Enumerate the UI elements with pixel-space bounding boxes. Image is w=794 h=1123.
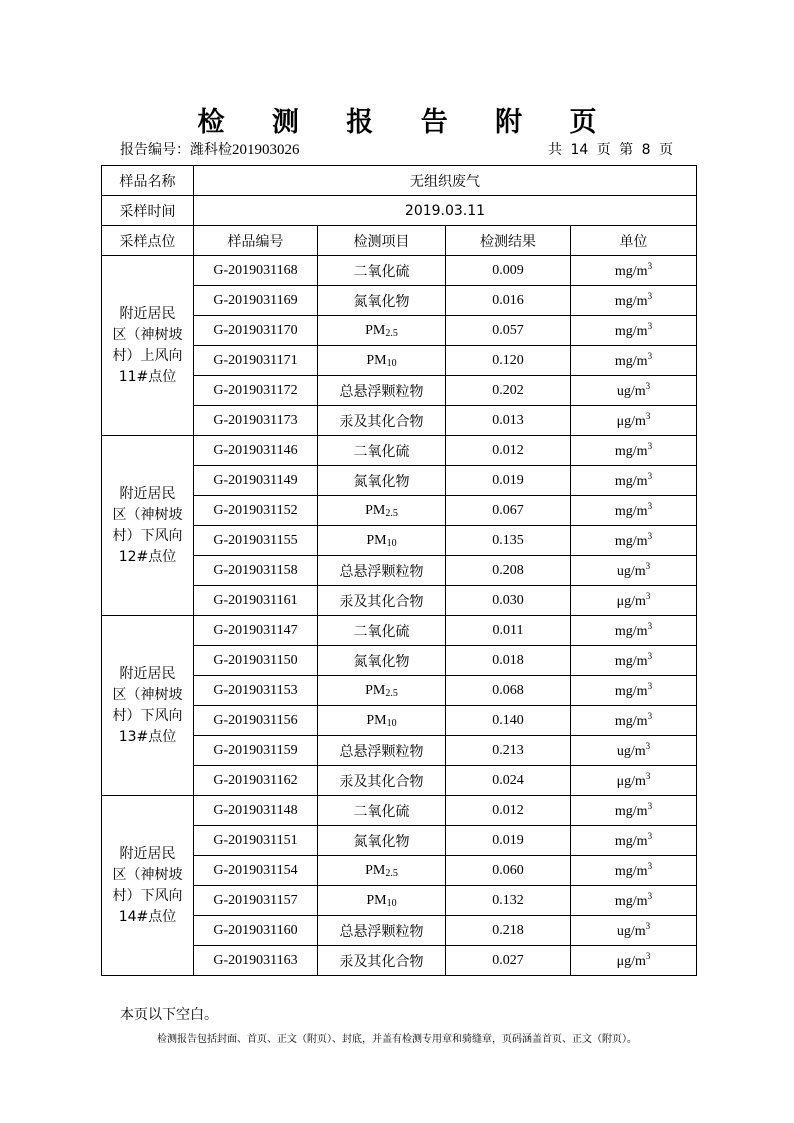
sample-id: G-2019031170 [194,316,318,346]
sample-id: G-2019031148 [194,796,318,826]
unit-base: mg/m [614,444,648,459]
test-item [318,886,446,916]
item-main: 氮氧化物 [353,473,410,490]
unit-superscript: 3 [647,681,653,691]
unit-superscript: 3 [647,261,653,271]
sampling-location [102,256,194,436]
sampling-location-line: 附近居民 [119,485,176,502]
test-item [318,286,446,316]
sample-id: G-2019031155 [194,526,318,556]
unit [571,556,697,586]
item-subscript: 10 [386,717,397,729]
report-number-label: 报告编号：潍科检 [120,142,232,158]
unit-base: ug/m [616,384,646,399]
test-result: 0.012 [446,796,571,826]
item-main: 氮氧化物 [353,653,410,670]
test-item [318,436,446,466]
test-item [318,556,446,586]
unit-base: mg/m [614,624,648,639]
test-result: 0.060 [446,856,571,886]
unit [571,496,697,526]
sampling-location-line: 附近居民 [119,845,176,862]
unit-base: mg/m [614,534,648,549]
unit-base: μg/m [616,774,646,789]
unit [571,436,697,466]
sample-id: G-2019031161 [194,586,318,616]
item-main: 二氧化硫 [353,623,410,640]
page-info: 共 14 页 第 8 页 [548,142,673,158]
test-result: 0.018 [446,646,571,676]
sample-id: G-2019031169 [194,286,318,316]
test-result: 0.011 [446,616,571,646]
test-item [318,946,446,976]
test-result: 0.030 [446,586,571,616]
test-result: 0.202 [446,376,571,406]
item-main: 汞及其化合物 [339,773,424,790]
sample-id: G-2019031147 [194,616,318,646]
test-result: 0.218 [446,916,571,946]
item-subscript: 2.5 [385,687,398,699]
item-main: 总悬浮颗粒物 [339,563,424,580]
test-item [318,736,446,766]
sample-id: G-2019031152 [194,496,318,526]
unit [571,316,697,346]
test-result: 0.135 [446,526,571,556]
unit-base: mg/m [614,684,648,699]
sampling-time-value: 2019.03.11 [194,196,697,226]
unit-base: ug/m [616,564,646,579]
table-row [102,436,697,466]
sampling-location-line: 村）下风向 [112,887,183,904]
test-item [318,406,446,436]
sampling-time-label: 采样时间 [102,196,194,226]
unit [571,376,697,406]
sample-id: G-2019031153 [194,676,318,706]
unit [571,346,697,376]
unit-base: mg/m [614,324,648,339]
unit [571,466,697,496]
sampling-location-line: 13#点位 [118,728,177,745]
unit [571,706,697,736]
page-title: 检 测 报 告 附 页 [197,107,616,138]
test-item [318,346,446,376]
test-result: 0.009 [446,256,571,286]
item-main: 汞及其化合物 [339,953,424,970]
sample-id: G-2019031168 [194,256,318,286]
unit-superscript: 3 [645,921,651,931]
item-main: 二氧化硫 [353,263,410,280]
unit-superscript: 3 [647,531,653,541]
sampling-location-line: 14#点位 [118,908,177,925]
unit-superscript: 3 [647,831,653,841]
unit [571,886,697,916]
unit-base: μg/m [616,954,646,969]
sampling-location-line: 区（神树坡 [112,326,183,343]
test-item [318,676,446,706]
footnote: 检测报告包括封面、首页、正文（附页）、封底，并盖有检测专用章和骑缝章，页码涵盖首页、正文（附页）。 [157,1034,637,1045]
test-result: 0.013 [446,406,571,436]
sample-name-label: 样品名称 [102,166,194,196]
test-result: 0.067 [446,496,571,526]
results-table [101,165,697,976]
test-item [318,466,446,496]
unit [571,586,697,616]
unit-base: mg/m [614,804,648,819]
column-header: 检测项目 [318,226,446,256]
unit-superscript: 3 [647,651,653,661]
test-result: 0.012 [446,436,571,466]
item-main: 二氧化硫 [353,803,410,820]
unit-superscript: 3 [645,411,651,421]
test-item [318,526,446,556]
sampling-location-line: 区（神树坡 [112,686,183,703]
item-main: 总悬浮颗粒物 [339,923,424,940]
unit-base: mg/m [614,654,648,669]
sample-id: G-2019031156 [194,706,318,736]
sampling-time-row [102,196,697,226]
unit-base: μg/m [616,594,646,609]
sampling-location-line: 村）下风向 [112,527,183,544]
test-item [318,796,446,826]
test-result: 0.024 [446,766,571,796]
test-result: 0.213 [446,736,571,766]
item-main: PM [365,682,386,698]
unit-base: ug/m [616,924,646,939]
column-header-row [102,226,697,256]
unit-superscript: 3 [647,711,653,721]
item-main: 总悬浮颗粒物 [339,383,424,400]
sampling-location-line: 村）下风向 [112,707,183,724]
test-item [318,916,446,946]
item-subscript: 10 [386,897,397,909]
sample-name-row [102,166,697,196]
unit-base: mg/m [614,894,648,909]
unit-superscript: 3 [647,351,653,361]
test-item [318,316,446,346]
test-result: 0.120 [446,346,571,376]
sampling-location-line: 区（神树坡 [112,506,183,523]
unit [571,286,697,316]
item-main: PM [366,712,387,728]
item-subscript: 10 [386,537,397,549]
unit [571,256,697,286]
unit [571,826,697,856]
item-main: PM [366,532,387,548]
column-header: 单位 [571,226,697,256]
item-main: 氮氧化物 [353,293,410,310]
unit-superscript: 3 [645,741,651,751]
test-item [318,856,446,886]
test-item [318,646,446,676]
item-main: PM [365,322,386,338]
item-subscript: 10 [386,357,397,369]
sampling-location-line: 附近居民 [119,665,176,682]
unit-base: mg/m [614,864,648,879]
unit-superscript: 3 [647,321,653,331]
unit-base: mg/m [614,714,648,729]
unit-base: mg/m [614,504,648,519]
item-main: 氮氧化物 [353,833,410,850]
sampling-location [102,436,194,616]
sample-id: G-2019031163 [194,946,318,976]
unit [571,856,697,886]
unit-superscript: 3 [647,801,653,811]
sample-name-value: 无组织废气 [194,166,697,196]
report-number-value: 201903026 [232,142,300,158]
sampling-location [102,616,194,796]
unit-superscript: 3 [645,951,651,961]
unit [571,916,697,946]
unit-base: mg/m [614,264,648,279]
unit [571,406,697,436]
sample-id: G-2019031171 [194,346,318,376]
column-header: 检测结果 [446,226,571,256]
unit-base: mg/m [614,474,648,489]
table-row [102,796,697,826]
test-result: 0.208 [446,556,571,586]
unit-superscript: 3 [647,501,653,511]
unit [571,736,697,766]
item-subscript: 2.5 [385,327,398,339]
test-result: 0.132 [446,886,571,916]
sample-id: G-2019031173 [194,406,318,436]
column-header: 样品编号 [194,226,318,256]
test-result: 0.027 [446,946,571,976]
sampling-location-line: 村）上风向 [112,347,183,364]
table-row [102,616,697,646]
item-main: PM [366,352,387,368]
item-subscript: 2.5 [385,867,398,879]
unit-superscript: 3 [647,621,653,631]
unit [571,616,697,646]
sample-id: G-2019031172 [194,376,318,406]
report-number [120,139,300,159]
sample-id: G-2019031158 [194,556,318,586]
unit-superscript: 3 [647,861,653,871]
unit-superscript: 3 [647,891,653,901]
test-result: 0.140 [446,706,571,736]
unit-superscript: 3 [647,291,653,301]
sample-id: G-2019031149 [194,466,318,496]
unit [571,766,697,796]
unit-base: mg/m [614,834,648,849]
sampling-location-line: 附近居民 [119,305,176,322]
item-main: PM [366,892,387,908]
test-item [318,496,446,526]
test-item [318,586,446,616]
sampling-location [102,796,194,976]
sample-id: G-2019031157 [194,886,318,916]
unit [571,796,697,826]
sample-id: G-2019031150 [194,646,318,676]
test-result: 0.068 [446,676,571,706]
sampling-location-line: 12#点位 [118,548,177,565]
column-header: 采样点位 [102,226,194,256]
unit [571,526,697,556]
item-main: 汞及其化合物 [339,593,424,610]
unit-base: mg/m [614,294,648,309]
test-item [318,826,446,856]
test-item [318,706,446,736]
item-main: PM [365,862,386,878]
unit [571,946,697,976]
test-result: 0.057 [446,316,571,346]
unit-superscript: 3 [647,441,653,451]
test-result: 0.019 [446,466,571,496]
unit-base: mg/m [614,354,648,369]
blank-note: 本页以下空白。 [120,1007,218,1023]
table-row [102,256,697,286]
test-item [318,256,446,286]
item-subscript: 2.5 [385,507,398,519]
item-main: 二氧化硫 [353,443,410,460]
unit-superscript: 3 [645,591,651,601]
sample-id: G-2019031146 [194,436,318,466]
unit-superscript: 3 [645,381,651,391]
sample-id: G-2019031160 [194,916,318,946]
sample-id: G-2019031162 [194,766,318,796]
item-main: 总悬浮颗粒物 [339,743,424,760]
unit-superscript: 3 [645,561,651,571]
unit [571,646,697,676]
item-main: PM [365,502,386,518]
unit-base: ug/m [616,744,646,759]
unit-superscript: 3 [645,771,651,781]
unit [571,676,697,706]
test-item [318,616,446,646]
sampling-location-line: 11#点位 [118,368,177,385]
sample-id: G-2019031159 [194,736,318,766]
unit-superscript: 3 [647,471,653,481]
sampling-location-line: 区（神树坡 [112,866,183,883]
test-item [318,766,446,796]
test-result: 0.016 [446,286,571,316]
sample-id: G-2019031154 [194,856,318,886]
test-item [318,376,446,406]
item-main: 汞及其化合物 [339,413,424,430]
sample-id: G-2019031151 [194,826,318,856]
test-result: 0.019 [446,826,571,856]
unit-base: μg/m [616,414,646,429]
